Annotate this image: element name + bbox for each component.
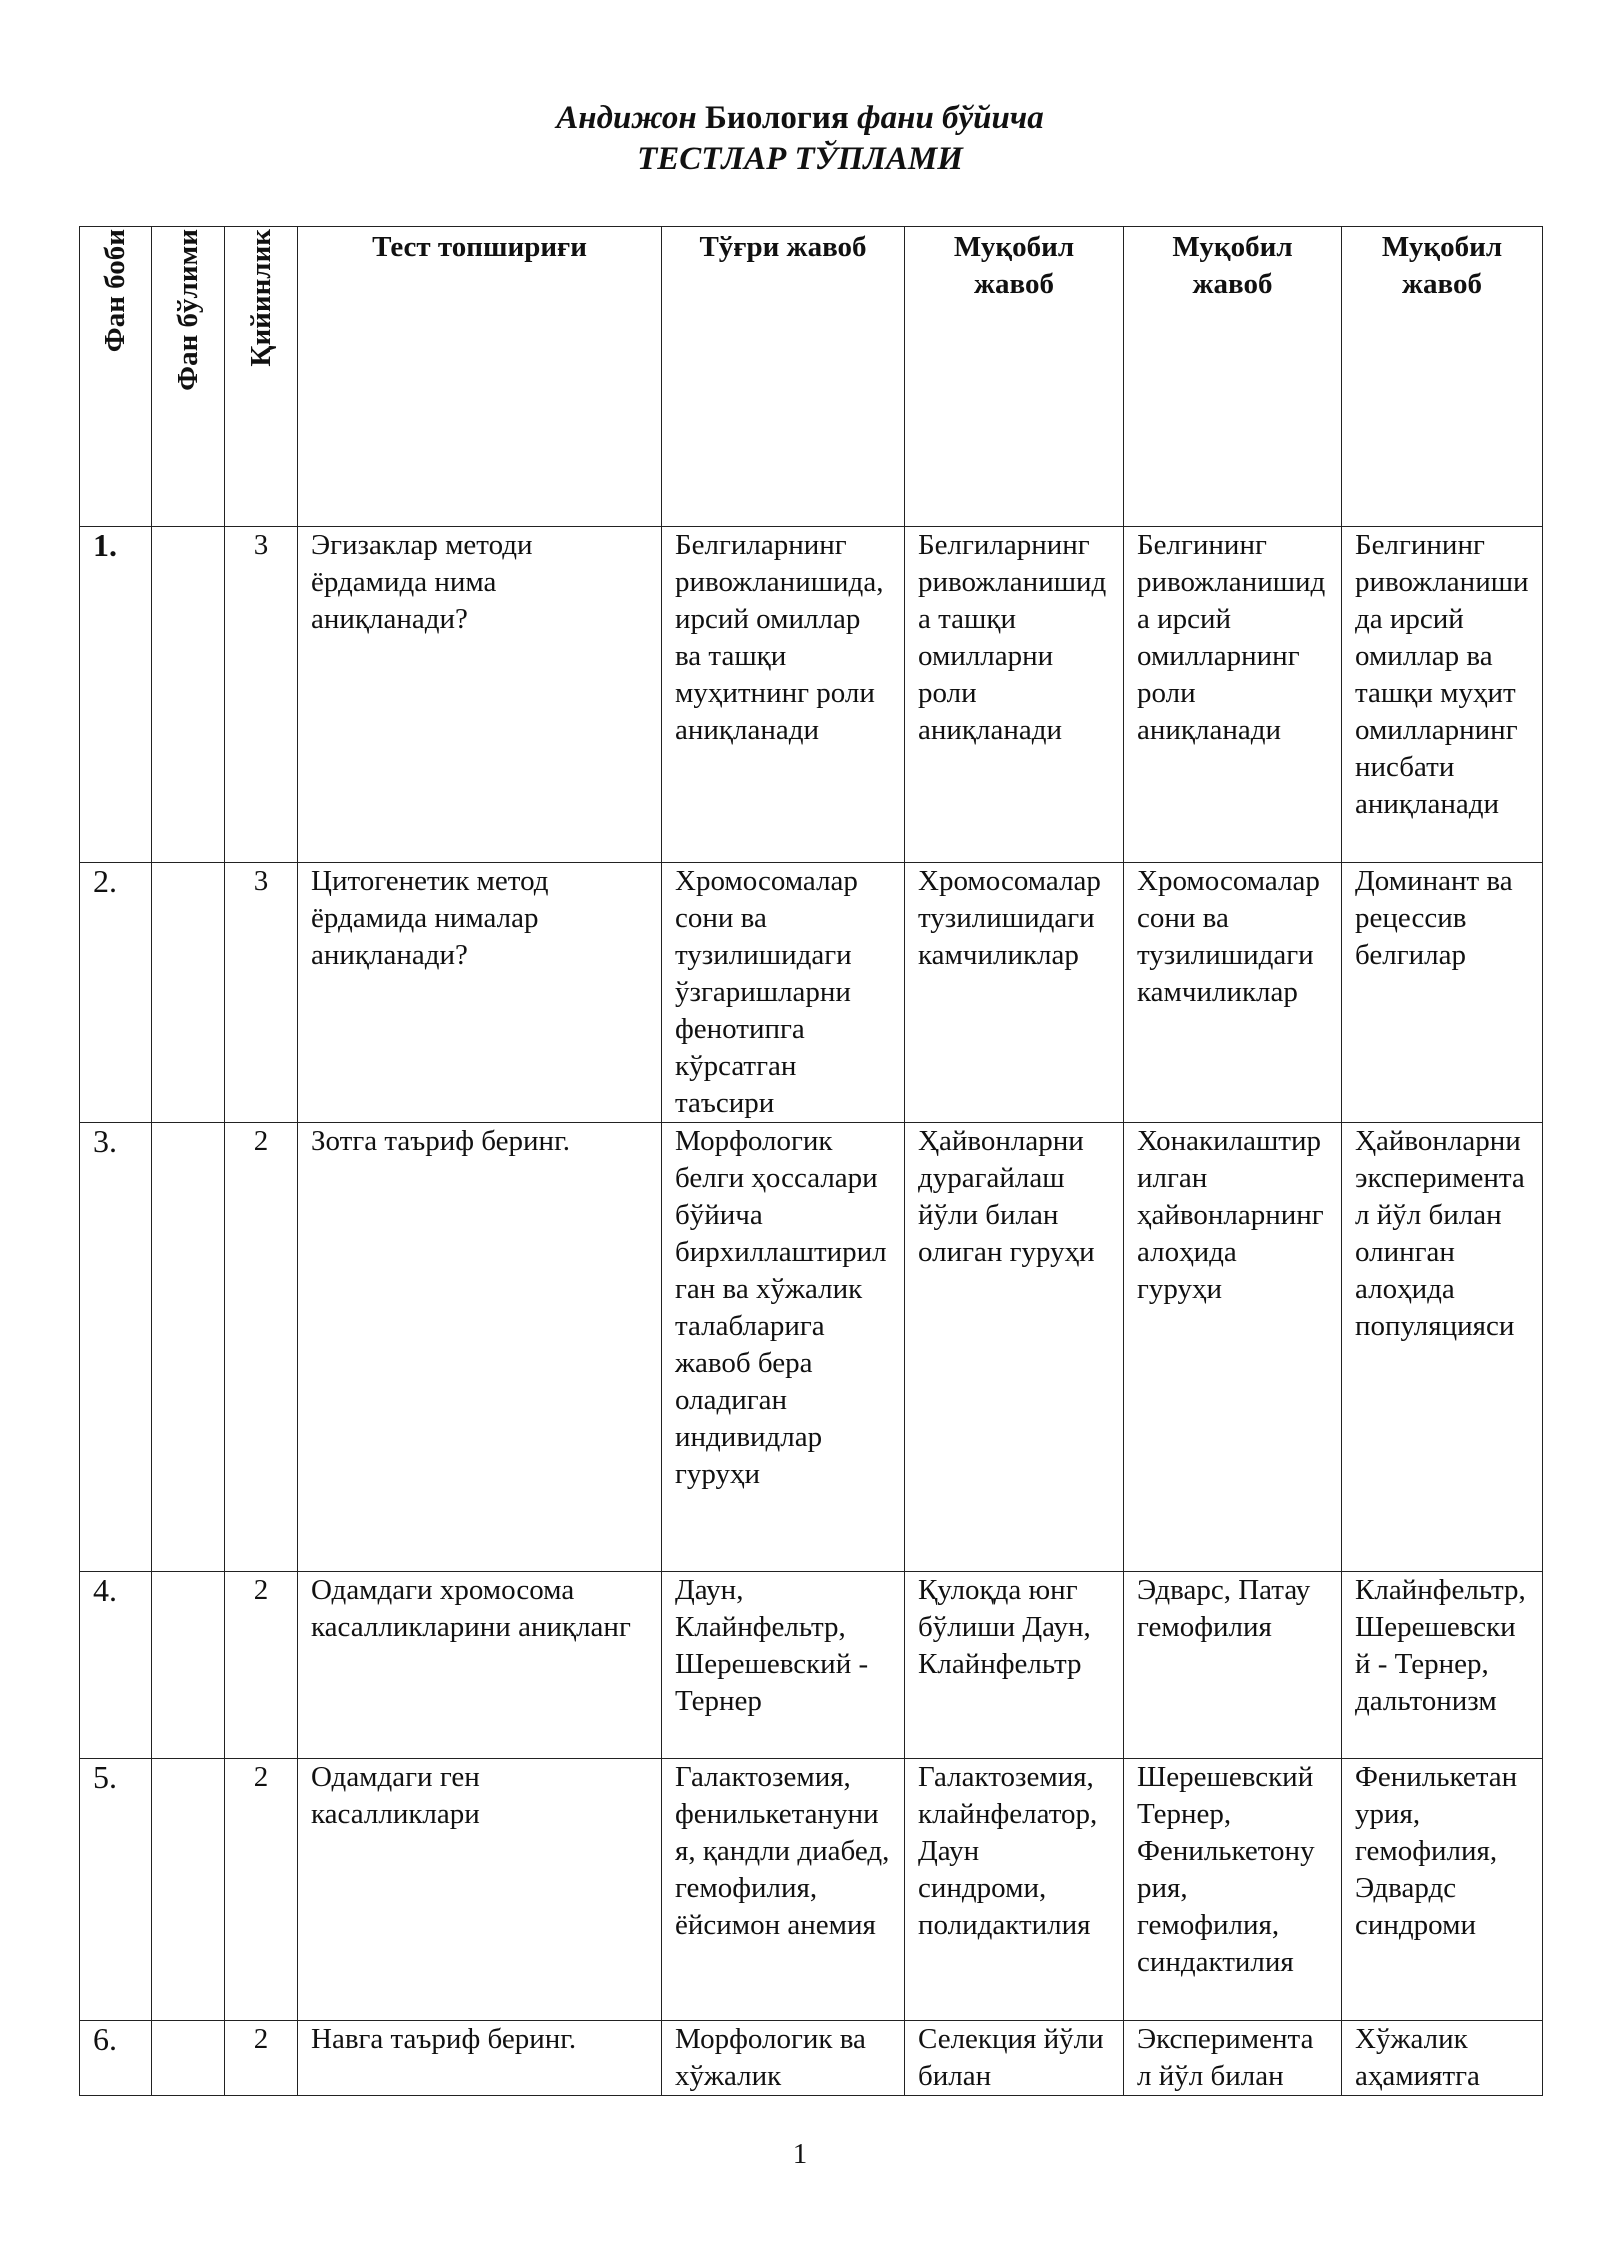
header-section-label: Фан бўлими [171, 229, 204, 391]
row-alternative-3: Хўжалик аҳамиятга [1342, 2021, 1543, 2096]
row-number: 5. [80, 1759, 152, 2021]
row-alternative-2: Хонакилаштирилган ҳайвонларнинг алоҳида гуруҳи [1124, 1123, 1342, 1572]
header-alternative-answer-3: Муқобил жавоб [1342, 227, 1543, 527]
tests-table [79, 226, 1543, 2096]
document-title [0, 98, 1600, 180]
row-difficulty: 3 [225, 527, 298, 863]
row-task: Зотга таъриф беринг. [298, 1123, 662, 1572]
row-section [152, 863, 225, 1123]
row-alternative-3: Доминант ва рецессив белгилар [1342, 863, 1543, 1123]
row-correct-answer: Хромосомалар сони ва тузилишидаги ўзгаришларни фенотипга кўрсатган таъсири [662, 863, 905, 1123]
header-difficulty-label: Қийинлик [244, 229, 277, 367]
row-alternative-2: Хромосомалар сони ва тузилишидаги камчиликлар [1124, 863, 1342, 1123]
row-alternative-1: Ҳайвонларни дурагайлаш йўли билан олиган гуруҳи [905, 1123, 1124, 1572]
row-alternative-1: Селекция йўли билан [905, 2021, 1124, 2096]
row-section [152, 2021, 225, 2096]
header-chapter [80, 227, 152, 527]
table-row [80, 1123, 1543, 1572]
row-difficulty: 2 [225, 1123, 298, 1572]
title-line-1 [0, 98, 1600, 139]
row-alternative-1: Белгиларнинг ривожланишида ташқи омилларни роли аниқланади [905, 527, 1124, 863]
header-row [80, 227, 1543, 527]
title-city: Андижон [556, 100, 697, 136]
header-section [152, 227, 225, 527]
row-section [152, 527, 225, 863]
row-correct-answer: Белгиларнинг ривожланишида, ирсий омиллар ва ташқи муҳитнинг роли аниқланади [662, 527, 905, 863]
row-number: 1. [80, 527, 152, 863]
row-difficulty: 3 [225, 863, 298, 1123]
row-alternative-3: Фенилькетанурия, гемофилия, Эдвардс синдроми [1342, 1759, 1543, 2021]
row-task: Цитогенетик метод ёрдамида нималар аниқланади? [298, 863, 662, 1123]
row-alternative-2: Шерешевский Тернер, Фенилькетонурия, гемофилия, синдактилия [1124, 1759, 1342, 2021]
row-difficulty: 2 [225, 1759, 298, 2021]
row-number: 2. [80, 863, 152, 1123]
row-task: Эгизаклар методи ёрдамида нима аниқланади? [298, 527, 662, 863]
table-row [80, 1572, 1543, 1759]
row-section [152, 1572, 225, 1759]
row-alternative-1: Галактоземия, клайнфелатор, Даун синдроми, полидактилия [905, 1759, 1124, 2021]
row-section [152, 1123, 225, 1572]
header-alternative-answer-2: Муқобил жавоб [1124, 227, 1342, 527]
row-alternative-2: Эдварс, Патау гемофилия [1124, 1572, 1342, 1759]
row-task: Одамдаги хромосома касалликларини аниқланг [298, 1572, 662, 1759]
table-row [80, 1759, 1543, 2021]
row-correct-answer: Морфологик белги ҳоссалари бўйича бирхиллаштирилган ва хўжалик талабларига жавоб бера оладиган индивидлар гуруҳи [662, 1123, 905, 1572]
row-alternative-3: Клайнфельтр, Шерешевский - Тернер, дальтонизм [1342, 1572, 1543, 1759]
row-difficulty: 2 [225, 1572, 298, 1759]
row-task: Навга таъриф беринг. [298, 2021, 662, 2096]
row-difficulty: 2 [225, 2021, 298, 2096]
row-alternative-2: Экспериментал йўл билан [1124, 2021, 1342, 2096]
header-correct-answer: Тўғри жавоб [662, 227, 905, 527]
row-correct-answer: Галактоземия, фенилькетануния, қандли диабед, гемофилия, ёйсимон анемия [662, 1759, 905, 2021]
row-alternative-3: Ҳайвонларни экспериментал йўл билан олинган алоҳида популяцияси [1342, 1123, 1543, 1572]
row-section [152, 1759, 225, 2021]
row-task: Одамдаги ген касалликлари [298, 1759, 662, 2021]
row-number: 6. [80, 2021, 152, 2096]
row-correct-answer: Даун, Клайнфельтр, Шерешевский - Тернер [662, 1572, 905, 1759]
row-correct-answer: Морфологик ва хўжалик [662, 2021, 905, 2096]
title-line-2: ТЕСТЛАР ТЎПЛАМИ [637, 141, 963, 177]
row-alternative-1: Хромосомалар тузилишидаги камчиликлар [905, 863, 1124, 1123]
row-alternative-2: Белгининг ривожланишида ирсий омилларнинг роли аниқланади [1124, 527, 1342, 863]
header-difficulty [225, 227, 298, 527]
row-number: 4. [80, 1572, 152, 1759]
table-row [80, 527, 1543, 863]
header-chapter-label: Фан боби [99, 229, 131, 353]
page-number: 1 [792, 2138, 808, 2170]
row-number: 3. [80, 1123, 152, 1572]
table-row [80, 863, 1543, 1123]
title-subject: Биология [705, 100, 849, 136]
row-alternative-1: Қулоқда юнг бўлиши Даун, Клайнфельтр [905, 1572, 1124, 1759]
title-subject-suffix: фани бўйича [857, 100, 1044, 136]
row-alternative-3: Белгининг ривожланишида ирсий омиллар ва ташқи муҳит омилларнинг нисбати аниқланади [1342, 527, 1543, 863]
header-task: Тест топшириғи [298, 227, 662, 527]
table-row [80, 2021, 1543, 2096]
header-alternative-answer-1: Муқобил жавоб [905, 227, 1124, 527]
